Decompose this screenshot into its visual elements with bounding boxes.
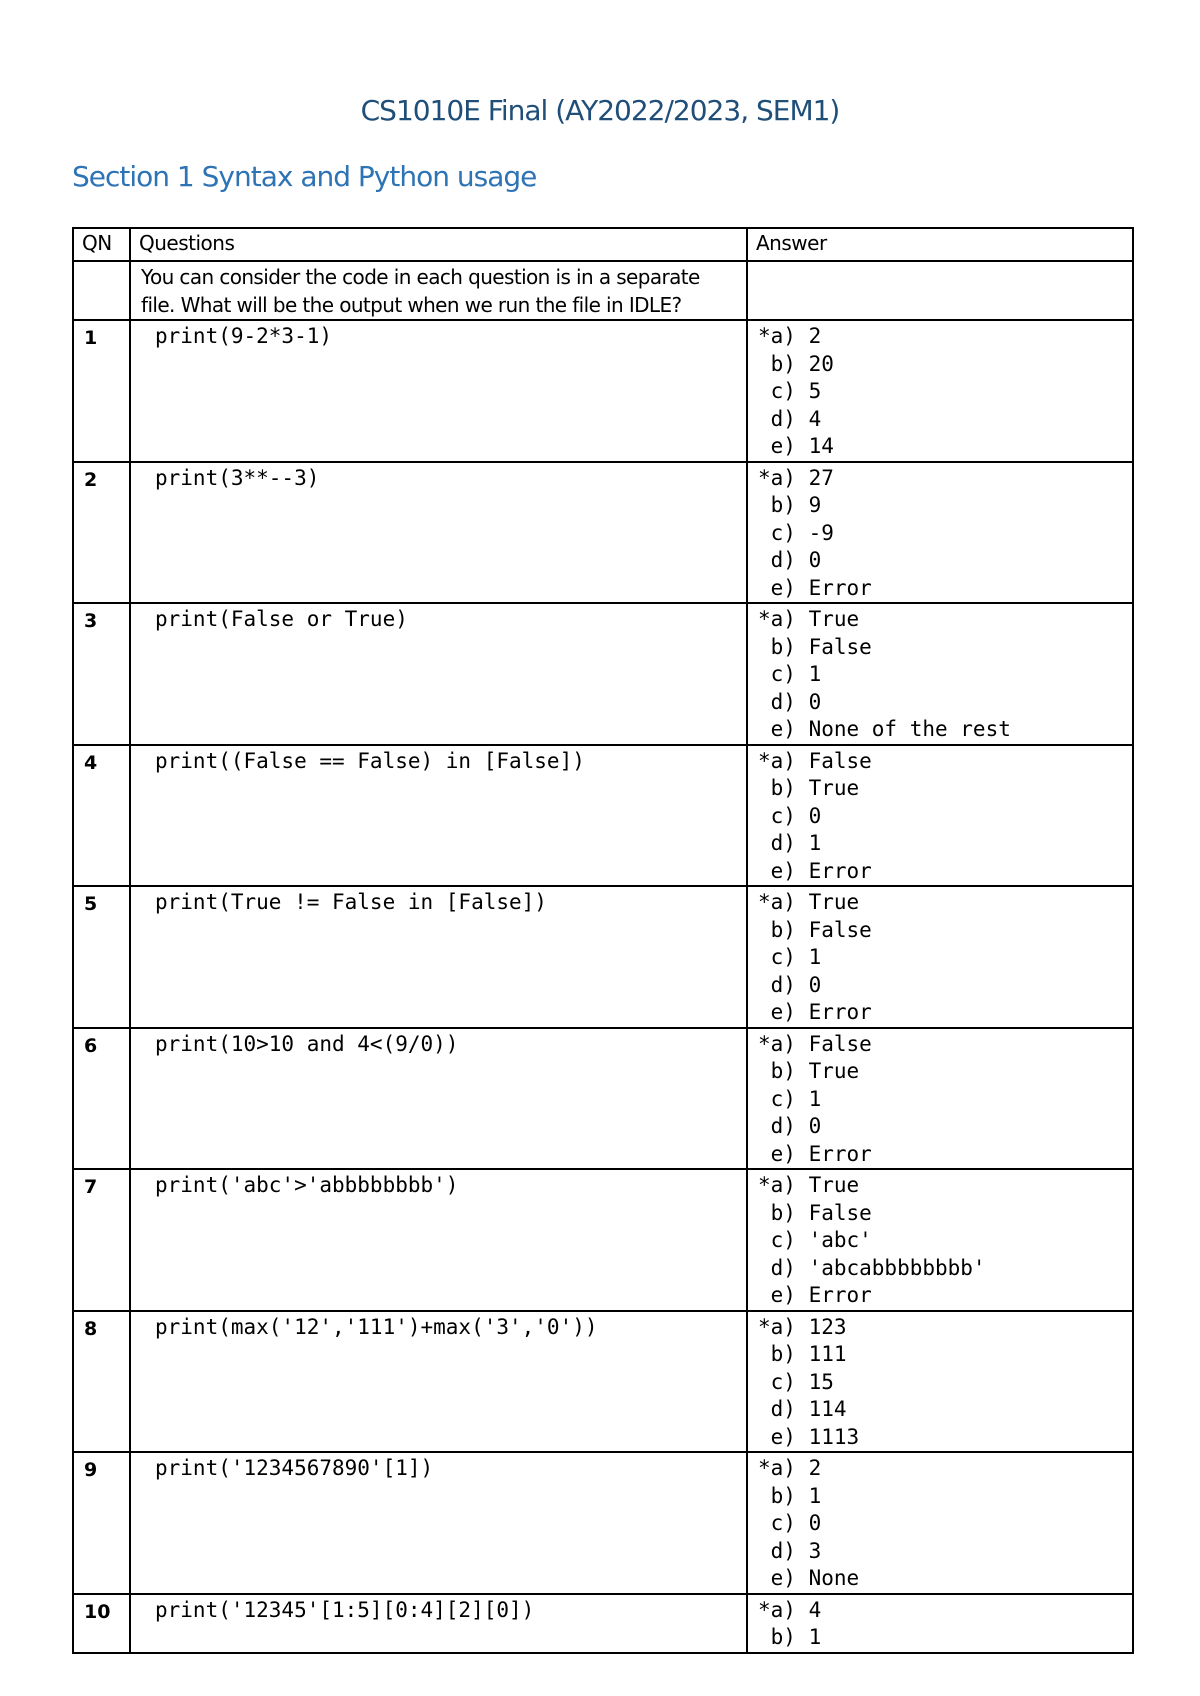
- question-code: print('1234567890'[1]): [155, 1456, 434, 1480]
- answer-option: c) 1: [758, 662, 822, 686]
- answer-option: *a) 4: [758, 1597, 822, 1622]
- question-number: 6: [84, 1034, 98, 1057]
- questions-table: [72, 227, 1134, 1654]
- answer-options-cell: [747, 886, 1133, 1028]
- question-row: [73, 1311, 1133, 1453]
- question-number-cell: [73, 462, 130, 604]
- answer-options-cell: [747, 745, 1133, 887]
- answer-option: *a) False: [758, 1031, 872, 1056]
- question-number: 7: [84, 1176, 98, 1198]
- answer-option: b) True: [758, 776, 860, 800]
- question-code-cell: [130, 603, 747, 745]
- answer-options-cell: [747, 462, 1133, 604]
- answer-option: e) Error: [758, 1141, 872, 1166]
- question-code-cell: [130, 462, 747, 604]
- answer-option: b) 20: [758, 351, 834, 376]
- question-row: [73, 745, 1133, 887]
- question-number: 3: [84, 610, 98, 632]
- answer-option: b) False: [758, 1200, 872, 1225]
- answer-option: e) Error: [758, 858, 872, 883]
- answer-option: d) 0: [758, 548, 822, 572]
- question-row: [73, 1169, 1133, 1311]
- question-number-cell: [73, 603, 130, 745]
- answer-options: [748, 1595, 1132, 1652]
- answer-option: c) 1: [758, 945, 822, 969]
- question-number-cell: [73, 1311, 130, 1453]
- answer-option: d) 'abcabbbbbbbb': [758, 1255, 986, 1280]
- answer-option: e) Error: [758, 1000, 872, 1024]
- answer-option: b) 1: [758, 1483, 822, 1508]
- answer-option: d) 0: [758, 689, 822, 714]
- question-row: [73, 320, 1133, 462]
- answer-option: *a) True: [758, 1173, 860, 1197]
- question-row: [73, 1594, 1133, 1653]
- question-row: [73, 886, 1133, 1028]
- answer-option: d) 0: [758, 1114, 822, 1138]
- answer-option: e) None: [758, 1566, 860, 1590]
- intro-qn-cell: [73, 261, 130, 320]
- intro-row: [73, 261, 1133, 320]
- question-code-cell: [130, 320, 747, 462]
- answer-option: b) False: [758, 917, 872, 942]
- answer-option: d) 4: [758, 406, 822, 431]
- header-questions: Questions: [130, 228, 747, 261]
- question-code: print('12345'[1:5][0:4][2][0]): [155, 1597, 535, 1622]
- answer-options-cell: [747, 1169, 1133, 1311]
- answer-option: c) 15: [758, 1369, 834, 1394]
- question-number-cell: [73, 1028, 130, 1170]
- question-number: 10: [84, 1600, 111, 1623]
- question-code: print(max('12','111')+max('3','0')): [155, 1314, 598, 1339]
- question-number: 9: [84, 1459, 98, 1481]
- question-code-cell: [130, 1169, 747, 1311]
- answer-option: c) 0: [758, 1511, 822, 1535]
- question-number: 8: [84, 1317, 98, 1340]
- answer-options: [748, 1453, 1132, 1593]
- question-row: [73, 1028, 1133, 1170]
- header-answer: Answer: [747, 228, 1133, 261]
- answer-option: *a) 123: [758, 1314, 847, 1339]
- answer-options: [748, 746, 1132, 886]
- answer-option: c) -9: [758, 520, 834, 545]
- answer-option: b) 111: [758, 1342, 847, 1366]
- question-code: print(True != False in [False]): [155, 890, 547, 914]
- answer-option: c) 5: [758, 379, 822, 403]
- answer-option: *a) 27: [758, 465, 834, 490]
- question-number-cell: [73, 745, 130, 887]
- answer-option: b) 1: [758, 1625, 822, 1649]
- question-code-cell: [130, 886, 747, 1028]
- question-code: print(False or True): [155, 607, 408, 631]
- answer-option: b) 9: [758, 493, 822, 517]
- answer-option: *a) True: [758, 607, 860, 631]
- answer-option: e) None of the rest: [758, 717, 1011, 741]
- answer-options: [748, 1312, 1132, 1452]
- answer-option: d) 3: [758, 1538, 822, 1563]
- answer-options: [748, 604, 1132, 744]
- question-code-cell: [130, 1028, 747, 1170]
- question-number-cell: [73, 1169, 130, 1311]
- question-code: print((False == False) in [False]): [155, 748, 585, 773]
- question-number-cell: [73, 1452, 130, 1594]
- answer-options-cell: [747, 320, 1133, 462]
- question-number-cell: [73, 320, 130, 462]
- question-number: 1: [84, 327, 98, 349]
- header-qn: QN: [73, 228, 130, 261]
- question-code: print(9-2*3-1): [155, 324, 333, 348]
- question-code-cell: [130, 1452, 747, 1594]
- question-code-cell: [130, 745, 747, 887]
- question-code-cell: [130, 1594, 747, 1653]
- intro-cell: [130, 261, 747, 320]
- question-number: 5: [84, 893, 98, 915]
- question-number: 4: [84, 751, 98, 774]
- document-title: CS1010E Final (AY2022/2023, SEM1): [360, 94, 840, 127]
- answer-option: d) 1: [758, 831, 822, 855]
- answer-options-cell: [747, 1028, 1133, 1170]
- section-heading: Section 1 Syntax and Python usage: [72, 160, 537, 193]
- question-code: print(3**--3): [155, 465, 320, 490]
- answer-option: d) 114: [758, 1397, 847, 1421]
- answer-option: c) 'abc': [758, 1228, 872, 1252]
- question-code: print(10>10 and 4<(9/0)): [155, 1031, 459, 1056]
- answer-options: [748, 1029, 1132, 1169]
- answer-option: *a) 2: [758, 324, 822, 348]
- intro-answer-cell: [747, 261, 1133, 320]
- answer-option: e) Error: [758, 575, 872, 600]
- question-row: [73, 1452, 1133, 1594]
- answer-options-cell: [747, 1594, 1133, 1653]
- question-number: 2: [84, 468, 98, 491]
- answer-options: [748, 463, 1132, 603]
- answer-options-cell: [747, 1311, 1133, 1453]
- question-number-cell: [73, 886, 130, 1028]
- answer-option: c) 0: [758, 803, 822, 828]
- answer-option: e) Error: [758, 1283, 872, 1307]
- answer-option: b) True: [758, 1059, 860, 1083]
- answer-option: e) 14: [758, 434, 834, 458]
- intro-text: You can consider the code in each question is in a separate file. What will be the output when we run the file in IDLE?: [141, 265, 700, 317]
- answer-options-cell: [747, 603, 1133, 745]
- answer-options: [748, 321, 1132, 461]
- question-code-cell: [130, 1311, 747, 1453]
- question-code: print('abc'>'abbbbbbbb'): [155, 1173, 459, 1197]
- answer-option: b) False: [758, 634, 872, 659]
- answer-options: [748, 1170, 1132, 1310]
- question-row: [73, 603, 1133, 745]
- answer-options-cell: [747, 1452, 1133, 1594]
- answer-option: e) 1113: [758, 1424, 860, 1449]
- table-header-row: [73, 228, 1133, 261]
- question-number-cell: [73, 1594, 130, 1653]
- answer-option: c) 1: [758, 1086, 822, 1111]
- answer-option: *a) 2: [758, 1456, 822, 1480]
- answer-option: *a) False: [758, 748, 872, 773]
- answer-option: d) 0: [758, 972, 822, 997]
- question-row: [73, 462, 1133, 604]
- answer-option: *a) True: [758, 890, 860, 914]
- answer-options: [748, 887, 1132, 1027]
